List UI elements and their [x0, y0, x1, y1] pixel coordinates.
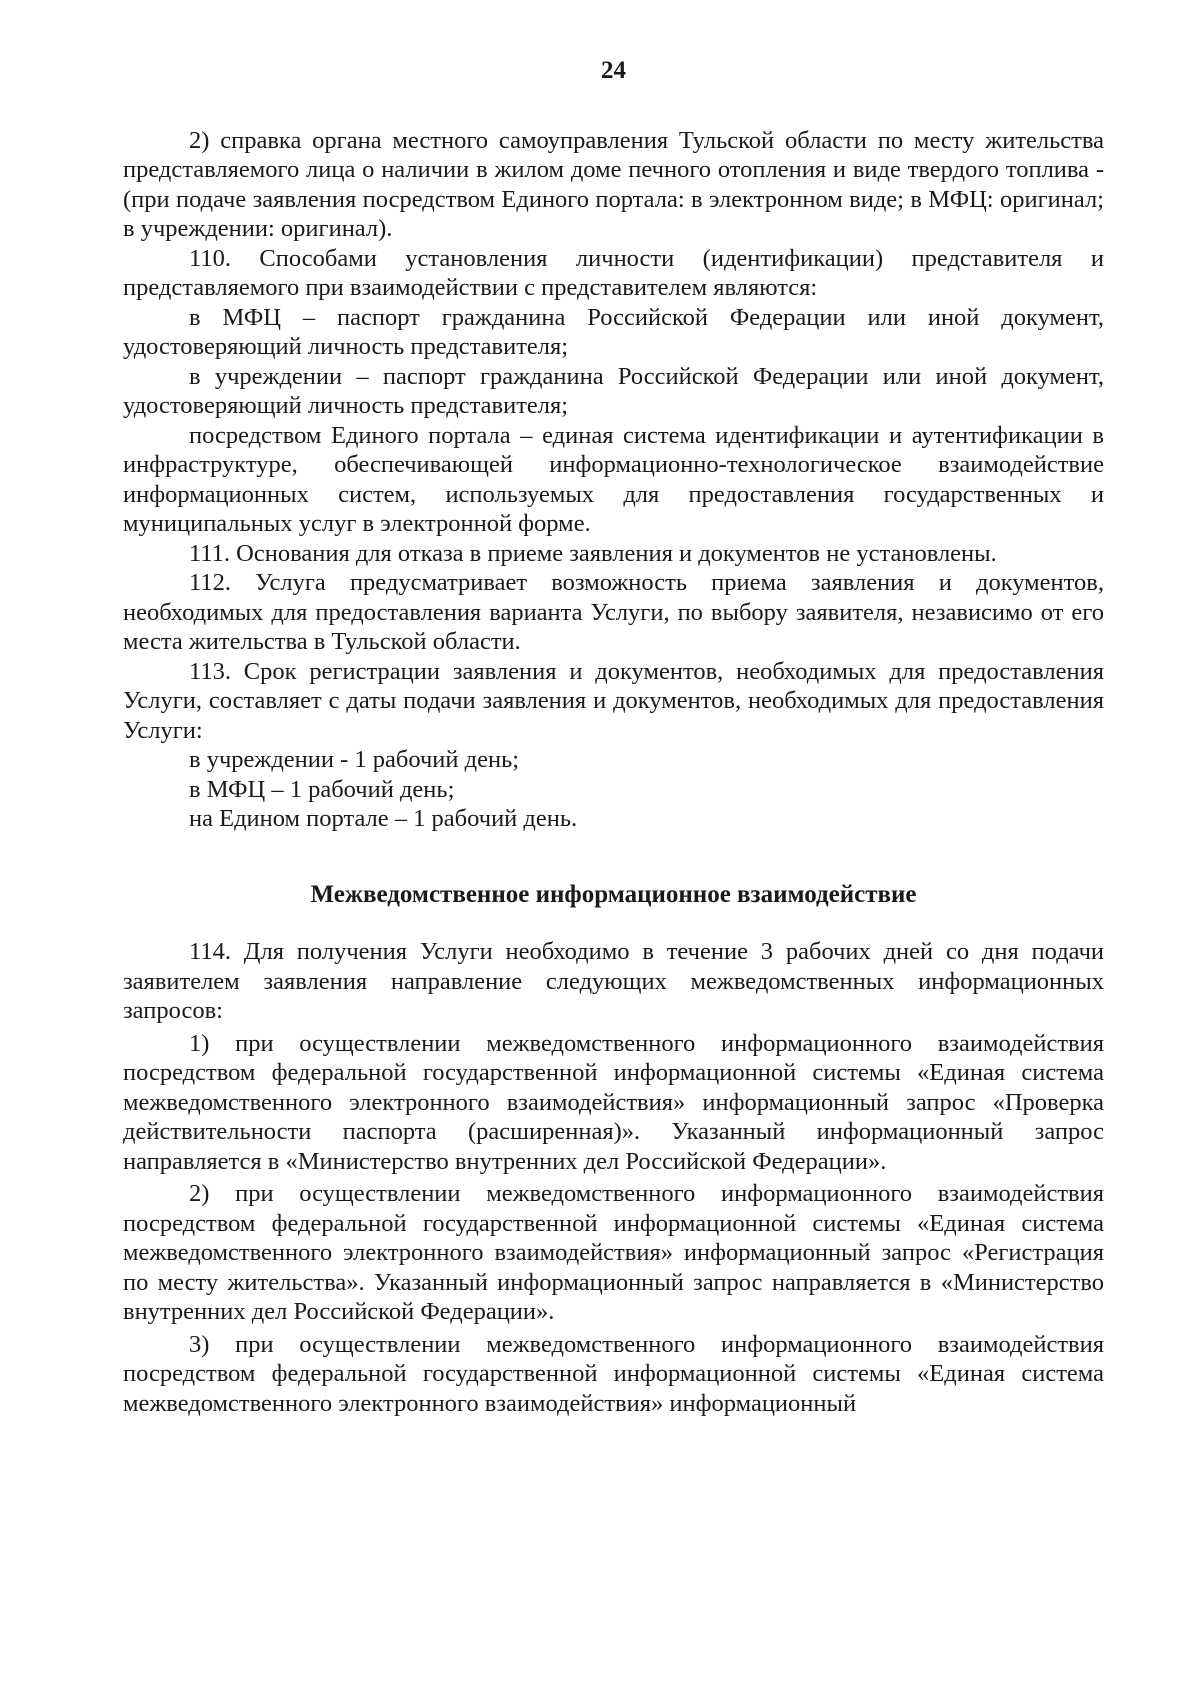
- paragraph-portal-identification: посредством Единого портала – единая система идентификации и аутентификации в инфраструктуре, обеспечивающей информационно-технологическое взаимодействие информационных систем, используемых для предоставления государственных и муниципальных услуг в электронной форме.: [123, 421, 1104, 537]
- paragraph-110: 110. Способами установления личности (идентификации) представителя и представляемого при взаимодействии с представителем являются:: [123, 244, 1104, 301]
- paragraph-112: 112. Услуга предусматривает возможность приема заявления и документов, необходимых для предоставления варианта Услуги, по выбору заявителя, независимо от его места жительства в Тульской области.: [123, 569, 1104, 655]
- paragraph-mfc-identification: в МФЦ – паспорт гражданина Российской Федерации или иной документ, удостоверяющий личность представителя;: [123, 303, 1104, 360]
- list-item-institution-term: в учреждении - 1 рабочий день;: [189, 746, 520, 773]
- paragraph-request-3: 3) при осуществлении межведомственного информационного взаимодействия посредством федеральной государственной информационной системы «Единая система межведомственного электронного взаимодействия» информационный: [123, 1330, 1104, 1417]
- paragraph-institution-identification: в учреждении – паспорт гражданина Российской Федерации или иной документ, удостоверяющий личность представителя;: [123, 362, 1104, 419]
- list-item-portal-term: на Едином портале – 1 рабочий день.: [189, 805, 578, 832]
- section-heading: Межведомственное информационное взаимодействие: [310, 880, 917, 908]
- paragraph-request-passport: 1) при осуществлении межведомственного информационного взаимодействия посредством федеральной государственной информационной системы «Единая система межведомственного электронного взаимодействия» информационный запрос «Проверка действительности паспорта (расширенная)». Указанный информационный запрос направляется в «Министерство внутренних дел Российской Федерации».: [123, 1029, 1104, 1175]
- paragraph-114: 114. Для получения Услуги необходимо в течение 3 рабочих дней со дня подачи заявителем заявления направление следующих межведомственных информационных запросов:: [123, 938, 1104, 1024]
- list-item-mfc-term: в МФЦ – 1 рабочий день;: [189, 775, 455, 803]
- page-number: 24: [601, 57, 626, 84]
- paragraph-113: 113. Срок регистрации заявления и документов, необходимых для предоставления Услуги, составляет с даты подачи заявления и документов, необходимых для предоставления Услуги:: [123, 657, 1104, 744]
- paragraph-111: 111. Основания для отказа в приеме заявления и документов не установлены.: [189, 539, 997, 567]
- paragraph-item-2-certificate: 2) справка органа местного самоуправления Тульской области по месту жительства представляемого лица о наличии в жилом доме печного отопления и виде твердого топлива - (при подаче заявления посредством Единого портала: в электронном виде; в МФЦ: оригинал; в учреждении: оригинал).: [123, 126, 1104, 242]
- paragraph-request-registration: 2) при осуществлении межведомственного информационного взаимодействия посредством федеральной государственной информационной системы «Единая система межведомственного электронного взаимодействия» информационный запрос «Регистрация по месту жительства». Указанный информационный запрос направляется в «Министерство внутренних дел Российской Федерации».: [123, 1180, 1104, 1325]
